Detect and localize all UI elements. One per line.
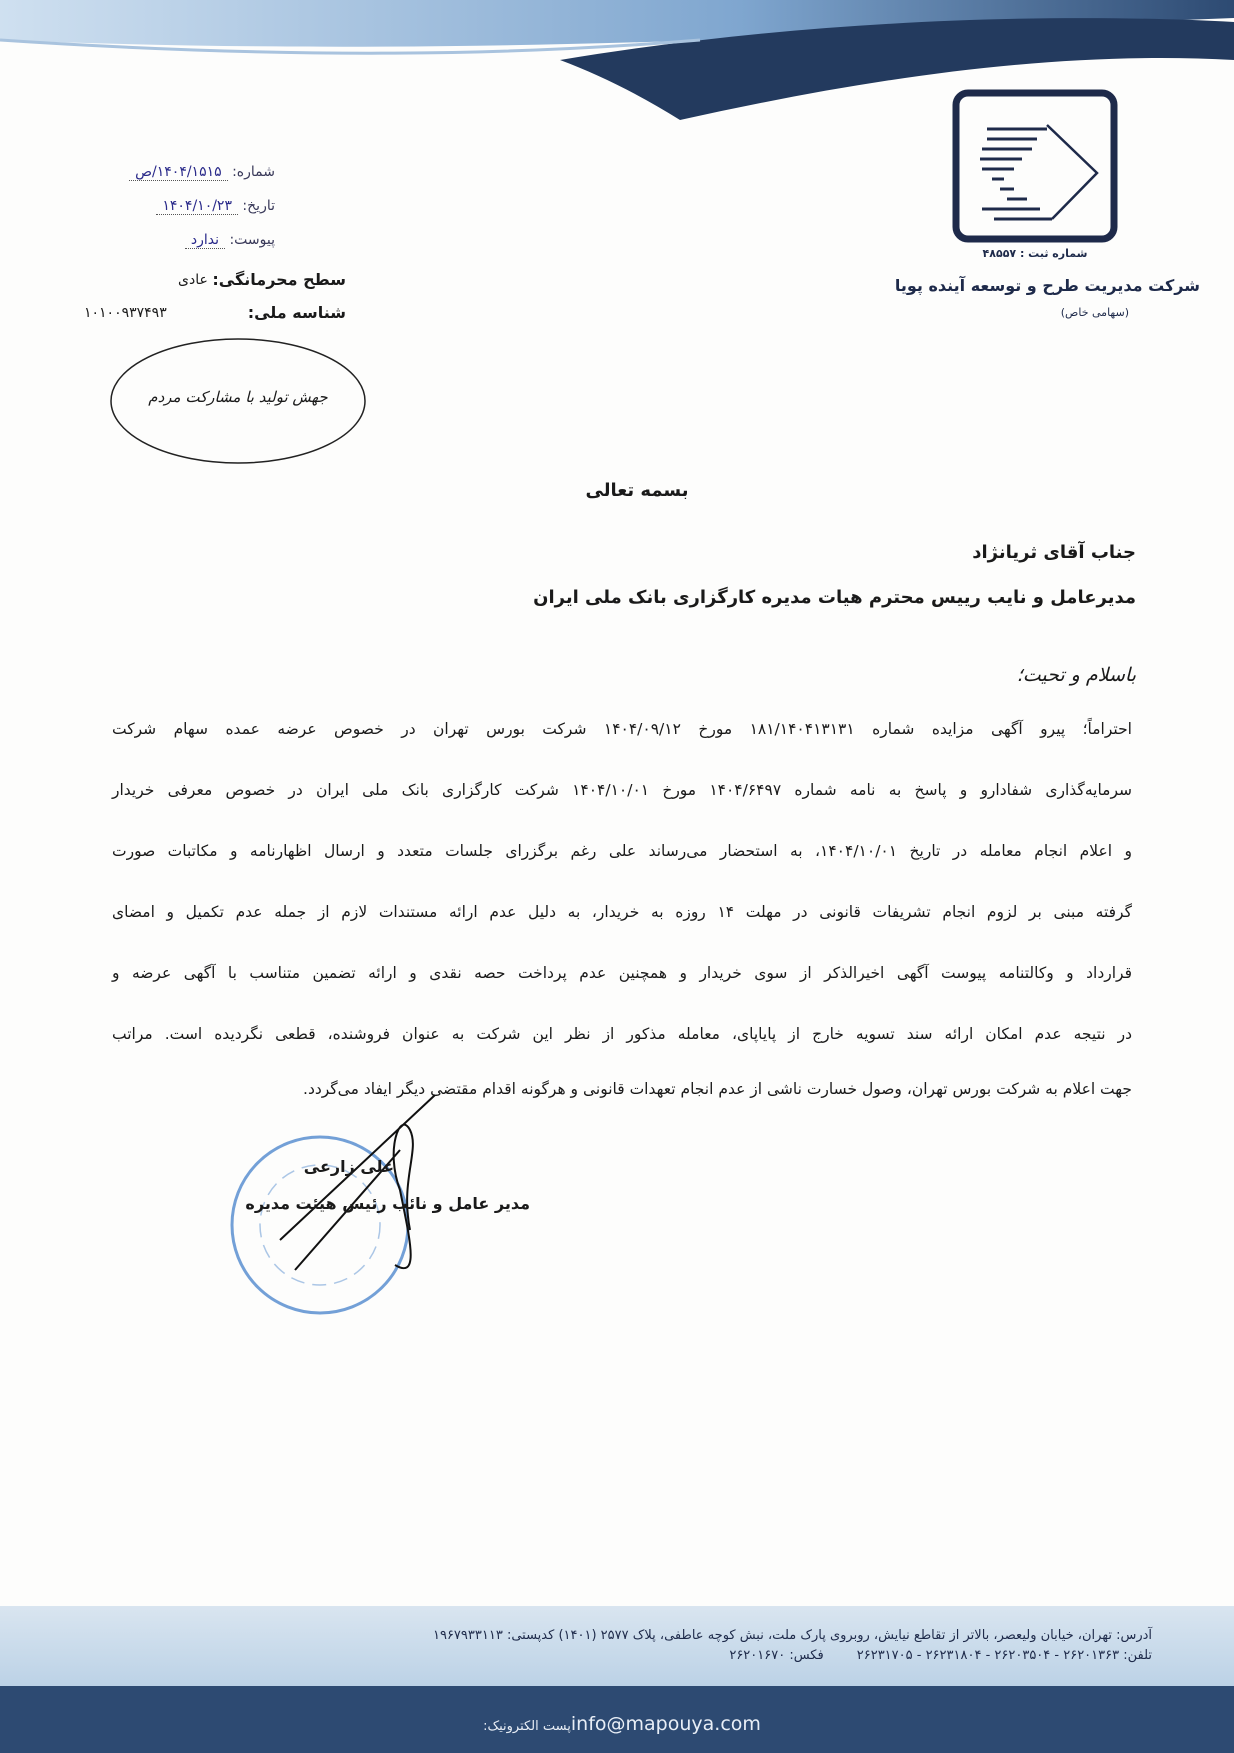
- signer-title: مدیر عامل و نائب رئیس هیئت مدیره: [245, 1194, 530, 1213]
- letter-title: بسمه تعالی: [585, 480, 689, 501]
- confidentiality-label: سطح محرمانگی:: [212, 270, 346, 289]
- motto-text: جهش تولید با مشارکت مردم: [148, 388, 328, 406]
- date-value: ۱۴۰۴/۱۰/۲۳: [156, 198, 238, 215]
- company-logo: [952, 89, 1118, 260]
- letter-date: [40, 198, 275, 214]
- footer-phone: تلفن: ۲۶۲۰۱۳۶۳ - ۲۶۲۰۳۵۰۴ - ۲۶۲۳۱۸۰۴ - ۲۶۲۳۱۷۰۵: [856, 1648, 1152, 1663]
- body-line: جهت اعلام به شرکت بورس تهران، وصول خسارت ناشی از عدم انجام تعهدات قانونی و هرگونه اقدام مقتضی دیگر ایفاد می‌گردد.: [303, 1080, 1132, 1098]
- email-link[interactable]: info@mapouya.com: [570, 1713, 761, 1735]
- national-id-label: شناسه ملی:: [247, 303, 346, 322]
- body-line: گرفته مبنی بر لزوم انجام تشریفات قانونی در مهلت ۱۴ روزه به خریدار، به دلیل عدم ارائه مستندات لازم از جمله عدم تکمیل و امضای: [112, 903, 1132, 921]
- body-line: و اعلام انجام معامله در تاریخ ۱۴۰۴/۱۰/۰۱، به استحضار می‌رساند علی رغم برگزرای جلسات متعدد و ارسال اظهارنامه و مکاتبات صورت: [112, 842, 1133, 860]
- number-label: شماره:: [232, 164, 275, 180]
- recipient-title: مدیرعامل و نایب رییس محترم هیات مدیره کارگزاری بانک ملی ایران: [533, 587, 1136, 608]
- footer-email-row: [0, 1713, 1234, 1735]
- body-line: سرمایه‌گذاری شفادارو و پاسخ به نامه شماره ۱۴۰۴/۶۴۹۷ مورخ ۱۴۰۴/۱۰/۰۱ شرکت کارگزاری بانک ملی ایران در خصوص معرفی خریدار: [112, 781, 1133, 799]
- letter-number: [40, 164, 275, 180]
- recipient-name: جناب آقای ثریانژاد: [972, 542, 1136, 563]
- attachment-value: ندارد: [185, 232, 225, 249]
- body-line: قرارداد و وکالتنامه پیوست آگهی اخیرالذکر از سوی خریدار و همچنین عدم پرداخت حصه نقدی و ارائه تضمین متناسب با آگهی عرضه و: [112, 964, 1132, 982]
- national-id-value: ۱۰۱۰۰۹۳۷۴۹۳: [84, 305, 167, 321]
- footer-address: آدرس: تهران، خیابان ولیعصر، بالاتر از تقاطع نیایش، روبروی پارک ملت، نبش کوچه عاطفی، پلاک ۲۵۷۷ (۱۴۰۱) کدپستی: ۱۹۶۷۹۳۳۱۱۳: [432, 1628, 1152, 1643]
- greeting: باسلام و تحیت؛: [1016, 664, 1136, 686]
- number-value: ۱۴۰۴/۱۵۱۵/ص: [129, 164, 228, 181]
- attachment-label: پیوست:: [229, 232, 275, 248]
- handwritten-signature: [250, 1090, 450, 1290]
- company-name: شرکت مدیریت طرح و توسعه آینده پویا: [894, 276, 1200, 295]
- company-type: (سهامی خاص): [1060, 306, 1129, 319]
- footer-fax: فکس: ۲۶۲۰۱۶۷۰: [729, 1648, 824, 1663]
- confidentiality-value: عادی: [178, 272, 208, 288]
- body-line: احتراماً؛ پیرو آگهی مزایده شماره ۱۸۱/۱۴۰۴۱۳۱۳۱ مورخ ۱۴۰۴/۰۹/۱۲ شرکت بورس تهران در خصوص عرضه عمده سهام شرکت: [112, 720, 1132, 738]
- letter-attachment: [40, 232, 275, 248]
- email-label: پست الکترونیک:: [483, 1719, 571, 1734]
- registration-number: شماره ثبت : ۴۸۵۵۷: [979, 247, 1092, 260]
- footer-address-band: [0, 1606, 1234, 1686]
- body-line: در نتیجه عدم امکان ارائه سند تسویه خارج از پایاپای، معامله مذکور از نظر این شرکت به عنوان فروشنده، قطعی نگردیده است. مراتب: [112, 1025, 1132, 1043]
- date-label: تاریخ:: [242, 198, 275, 214]
- footer-phone-fax: [729, 1648, 1152, 1663]
- signer-name: علی زارعی: [303, 1157, 394, 1176]
